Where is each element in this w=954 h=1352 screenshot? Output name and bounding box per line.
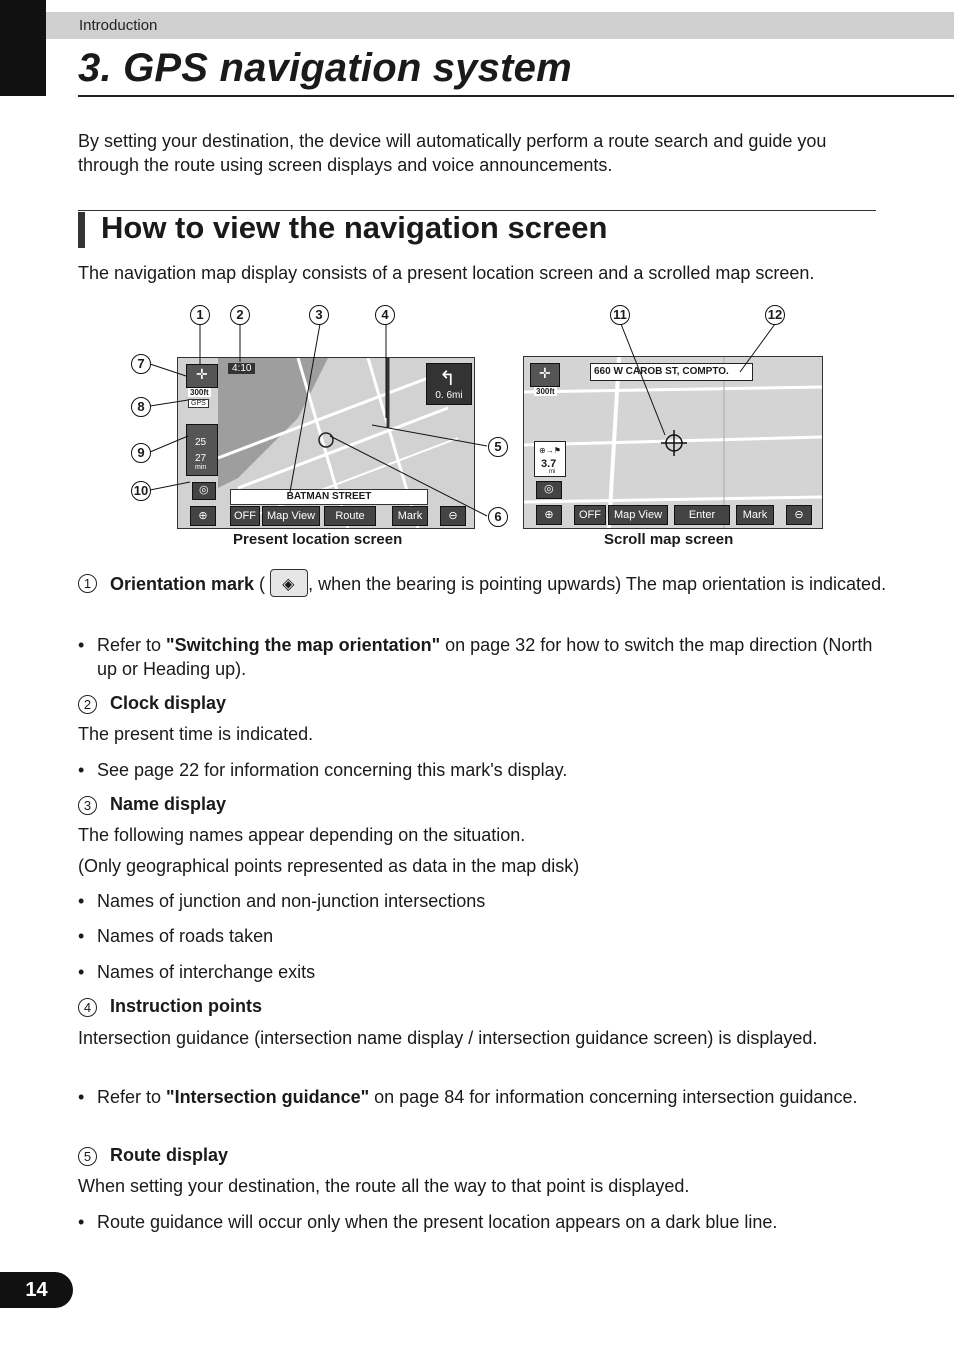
distance-to-destination — [534, 441, 566, 477]
zoom-out-button[interactable] — [440, 506, 466, 526]
callout-3: 3 — [309, 305, 329, 325]
voice-off-button[interactable]: OFF — [230, 506, 260, 526]
destination-flag-icon: ⊕→⚑ — [539, 446, 561, 455]
turn-instruction-box — [426, 363, 472, 405]
item-number-2: 2 — [78, 695, 97, 714]
time-display — [186, 424, 218, 476]
address-display: 660 W CAROB ST, COMPTO. — [590, 363, 753, 381]
callout-6: 6 — [488, 507, 508, 527]
bullet-item: • Refer to "Switching the map orientation" on page 32 for how to switch the map direction (North up or Heading up). — [78, 635, 873, 679]
scroll-orientation-mark[interactable] — [530, 363, 560, 387]
route-button[interactable]: Route — [324, 506, 376, 526]
item-paragraph: The present time is indicated. — [78, 724, 314, 744]
clock-display: 4:10 — [228, 363, 255, 374]
callout-11: 11 — [610, 305, 630, 325]
page-number: 14 — [0, 1272, 73, 1308]
bullet-item: • Refer to "Intersection guidance" on page 84 for information concerning intersection guidance. — [78, 1087, 858, 1107]
chapter-tab — [0, 0, 46, 96]
item-title-instruction: Instruction points — [110, 996, 262, 1016]
section-lead: The navigation map display consists of a present location screen and a scrolled map screen. — [78, 263, 815, 283]
item-title-clock: Clock display — [110, 693, 227, 713]
present-location-caption: Present location screen — [233, 531, 403, 548]
item-paragraph: The following names appear depending on the situation. — [78, 825, 526, 845]
scroll-map-screen — [523, 356, 823, 529]
item-text-pre: ( — [254, 574, 266, 594]
item-paragraph: When setting your destination, the route all the way to that point is displayed. — [78, 1176, 690, 1196]
time-top: 25 — [195, 437, 207, 448]
item-1-description — [110, 571, 890, 599]
callout-9: 9 — [131, 443, 151, 463]
callout-4: 4 — [375, 305, 395, 325]
header-label: Introduction — [79, 17, 158, 34]
distance-value: 3.7 — [541, 458, 557, 470]
map-view-button[interactable]: Map View — [262, 506, 320, 526]
scroll-scale-indicator: 300ft — [536, 387, 555, 396]
item-number-4: 4 — [78, 998, 97, 1017]
chapter-title: 3. GPS navigation system — [78, 46, 572, 90]
section-title: How to view the navigation screen — [101, 210, 608, 245]
orientation-mark-icon: ◈ — [270, 569, 308, 597]
item-title: Orientation mark — [110, 574, 255, 594]
callout-10: 10 — [131, 481, 151, 501]
callout-5: 5 — [488, 437, 508, 457]
compass-icon: ◎ — [544, 483, 554, 495]
item-number-3: 3 — [78, 796, 97, 815]
distance-unit: mi — [549, 469, 556, 475]
callout-1: 1 — [190, 305, 210, 325]
callout-12: 12 — [765, 305, 785, 325]
left-turn-arrow-icon: ↰ — [439, 368, 456, 390]
scroll-mark-button[interactable]: Mark — [736, 505, 774, 525]
scroll-compass-button[interactable] — [536, 481, 562, 499]
item-number-5: 5 — [78, 1147, 97, 1166]
time-unit: min — [195, 464, 207, 471]
name-display: BATMAN STREET — [230, 489, 428, 505]
north-arrow-icon: ✛ — [539, 365, 551, 381]
enter-button[interactable]: Enter — [674, 505, 730, 525]
zoom-in-icon: ⊕ — [544, 509, 554, 521]
item-title-name: Name display — [110, 794, 227, 814]
scroll-map-view-button[interactable]: Map View — [608, 505, 668, 525]
scroll-map-background — [524, 357, 822, 528]
item-number-1: 1 — [78, 574, 97, 593]
orientation-mark[interactable] — [186, 364, 218, 388]
zoom-in-icon: ⊕ — [198, 510, 208, 522]
bullet-item: • Names of roads taken — [78, 926, 274, 946]
bullet-item: • Route guidance will occur only when the present location appears on a dark blue line. — [78, 1212, 778, 1232]
header-bar — [46, 12, 954, 39]
section-bar — [78, 212, 85, 248]
item-text-post: , when the bearing is pointing upwards) The map orientation is indicated. — [308, 574, 887, 594]
present-location-screen — [177, 357, 475, 529]
scroll-zoom-out-button[interactable] — [786, 505, 812, 525]
item-paragraph: Intersection guidance (intersection name display / intersection guidance screen) is displayed. — [78, 1028, 818, 1048]
scroll-map-caption: Scroll map screen — [604, 531, 734, 548]
north-arrow-icon: ✛ — [196, 366, 208, 382]
bullet-item: • See page 22 for information concerning this mark's display. — [78, 760, 568, 780]
time-bottom: 27 — [195, 453, 207, 464]
chapter-rule — [78, 95, 954, 97]
callout-8: 8 — [131, 397, 151, 417]
compass-button[interactable] — [192, 482, 216, 500]
turn-distance: 0. 6mi — [435, 390, 463, 401]
bullet-item: • Names of junction and non-junction intersections — [78, 891, 486, 911]
callout-7: 7 — [131, 354, 151, 374]
callout-2: 2 — [230, 305, 250, 325]
zoom-in-button[interactable] — [190, 506, 216, 526]
item-title-route: Route display — [110, 1145, 229, 1165]
scroll-voice-off-button[interactable]: OFF — [574, 505, 606, 525]
zoom-out-icon: ⊖ — [794, 509, 804, 521]
scroll-zoom-in-button[interactable] — [536, 505, 562, 525]
intro-paragraph: By setting your destination, the device will automatically perform a route search and guide you through the route using screen displays and voice announcements. — [78, 131, 827, 175]
compass-icon: ◎ — [199, 484, 209, 496]
gps-indicator: GPS — [188, 399, 209, 408]
bullet-item: • Names of interchange exits — [78, 962, 316, 982]
scale-indicator: 300ft — [190, 388, 209, 397]
zoom-out-icon: ⊖ — [448, 510, 458, 522]
mark-button[interactable]: Mark — [392, 506, 428, 526]
item-paragraph: (Only geographical points represented as data in the map disk) — [78, 856, 580, 876]
